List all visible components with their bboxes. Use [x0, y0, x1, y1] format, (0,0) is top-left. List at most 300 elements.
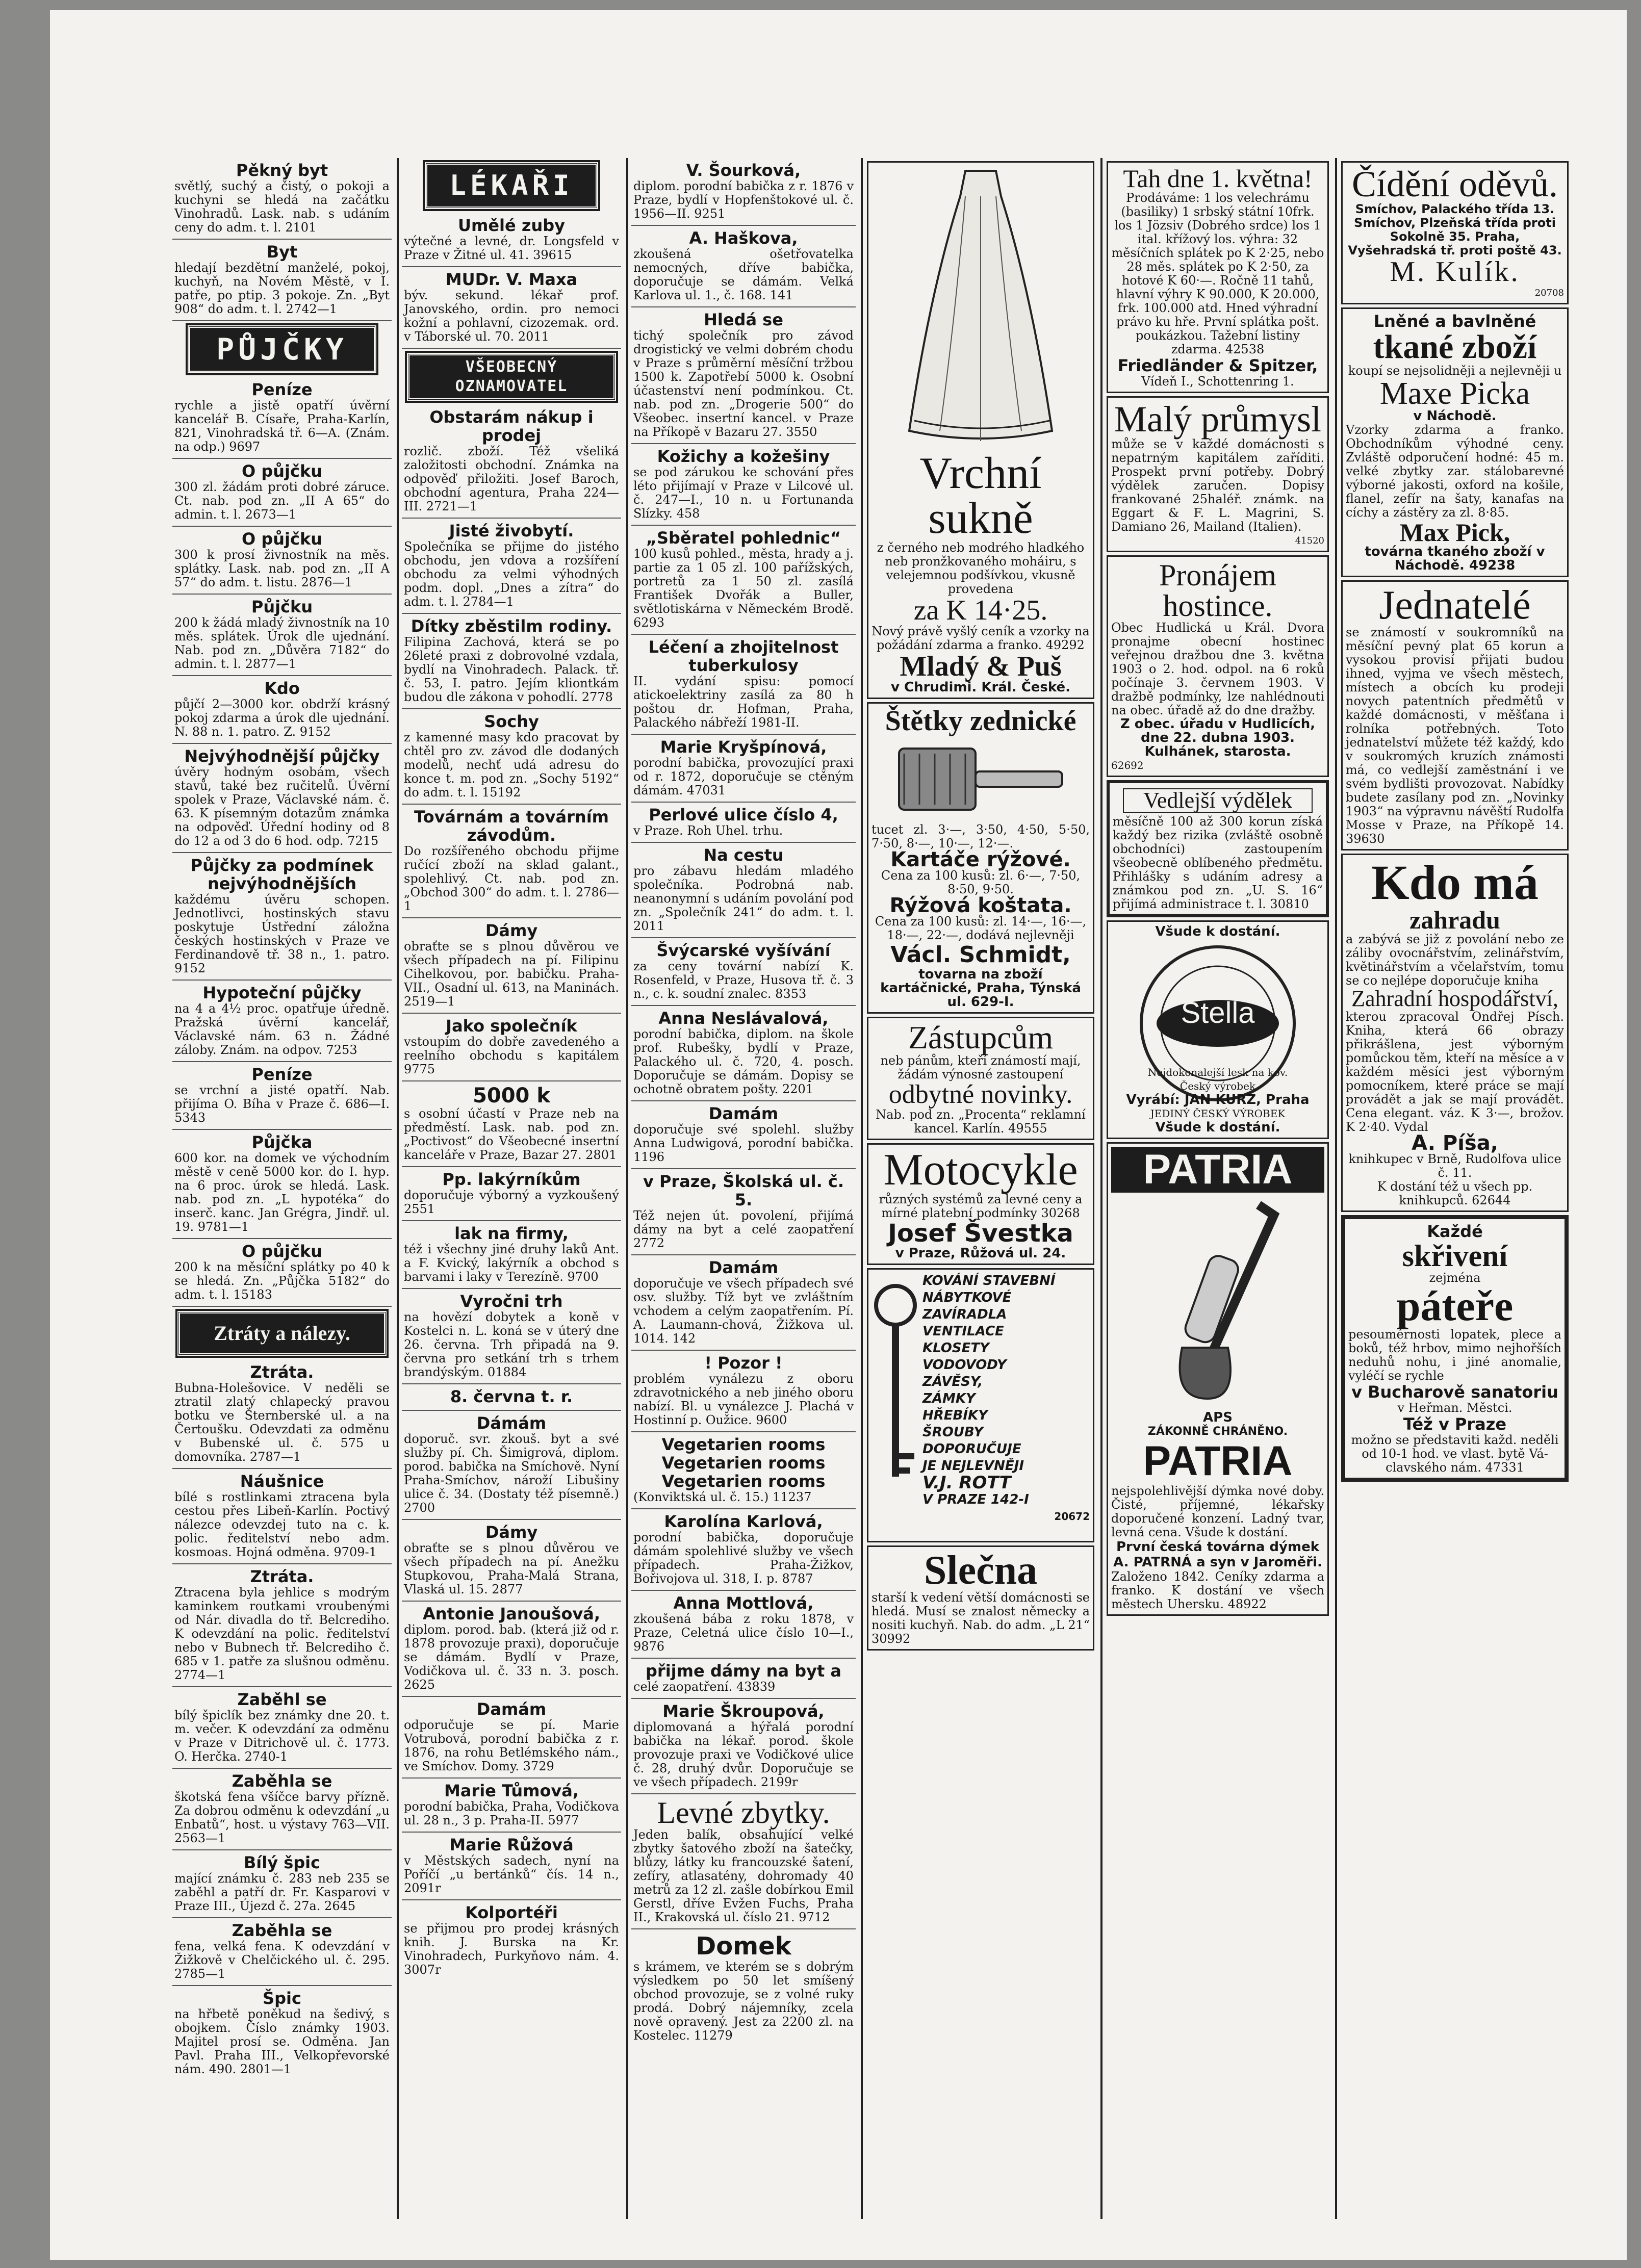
ad-heading: Antonie Janoušová, — [422, 1604, 601, 1623]
lottery-ad-address: Vídeň I., Schottenring 1. — [1141, 374, 1294, 389]
motorcycle-ad-title: Motocykle — [883, 1145, 1078, 1195]
column-3 — [631, 158, 856, 2219]
ad-text: škotská fena všíčce barvy přízně. Za dobrou odměnu k odevzdání „u Enbatů“, host. u výstavy 763—VII. 2563—1 — [174, 1790, 390, 1845]
classified-ad — [172, 1564, 392, 1687]
lottery-ad-firm: Friedländer & Spitzer, — [1117, 356, 1318, 375]
linen-ad-firm: Maxe Picka — [1379, 376, 1530, 411]
ad-text: s osobní účastí v Praze neb na předměstí. Lask. nab. pod zn. „Poctivost“ do Všeobecné insertní kanceláře v Praze, Bazar 27. 2801 — [404, 1106, 619, 1162]
ad-text: 100 kusů pohled., města, hrady a j. partie za 1 05 zl. 100 pařížských, portretů za 1 50 zl. zasílá František Dvořák a Buller, světlotiskárna v Německém Brodě. 6293 — [633, 547, 854, 630]
classified-ad — [402, 1221, 621, 1289]
classified-ad — [172, 459, 392, 527]
patria-firm: První česká továrna dýmek A. PATRNÁ a syn v Jaroměři. — [1113, 1539, 1322, 1570]
ad-heading: Špic — [263, 1989, 301, 2008]
classified-ad — [402, 1833, 621, 1900]
ad-heading: Půjčku — [251, 597, 313, 616]
skirt-ad-price: za K 14·25. — [913, 595, 1048, 626]
linen-ad-address-2: továrna tkaného zboží v Náchodě. 49238 — [1365, 544, 1545, 573]
ad-text: odporučuje se pí. Marie Votrubová, porodní babička z r. 1876, na rohu Betlémského nám., ve Smíchov. Domy. 3729 — [404, 1718, 619, 1773]
ad-text: doporučuje ve všech případech své osv. služby. Tíž byt ve zvláštním vchodem a celým zaopatřením. Pí. A. Laumann-chová, Žižkova ul. 1014. 142 — [633, 1276, 854, 1346]
industry-ad-title: Malý průmysl — [1114, 399, 1321, 440]
ad-text: mající známku č. 283 neb 235 se zaběhl a patří dr. Fr. Kasparovi v Praze III., Újezd č. 27a. 2645 — [174, 1871, 390, 1913]
brush-ad-title: Štětky zednické — [885, 705, 1076, 737]
ad-text: doporučuje své spolehl. služby Anna Ludwigová, porodní babička. 1196 — [633, 1122, 854, 1164]
ad-heading: Peníze — [251, 380, 313, 399]
motorcycle-ad — [867, 1143, 1094, 1265]
agent-ad-title: Zástupcům — [908, 1019, 1054, 1055]
ad-heading: Ztráta. — [250, 1362, 314, 1382]
ad-heading: Anna Mottlová, — [673, 1593, 814, 1613]
agent-ad-note: Nab. pod zn. „Procenta“ reklamní kancel. Karlín. 49555 — [876, 1107, 1086, 1136]
brush-ad-heading-3: Rýžová koštata. — [889, 894, 1072, 917]
brush-ad-heading-2: Kartáče rýžové. — [890, 848, 1071, 871]
ad-heading: Damám — [708, 1258, 779, 1277]
ad-text: Ztracena byla jehlice s modrým kaminkem routkami vroubenými od Nár. divadla do tř. Belcrediho. K odevzdání na polic. ředitelství nebo v Bubnech tř. Belcrediho č. 685 v 1. patře za slušnou odměnu. 2774—1 — [174, 1585, 390, 1682]
column-4 — [866, 158, 1095, 2219]
ad-heading: Vegetarien rooms Vegetarien rooms Vegetarien rooms — [661, 1435, 826, 1491]
classified-ad — [631, 158, 856, 226]
classified-ad — [402, 709, 621, 805]
ad-heading: Dítky zběstilm rodiny. — [411, 616, 612, 636]
classified-ad — [631, 1699, 856, 1794]
agents-wanted-ad — [1341, 580, 1569, 851]
spine-ad-title: skřivení — [1402, 1239, 1508, 1273]
classified-ad — [402, 267, 621, 349]
lottery-ad — [1107, 161, 1329, 393]
maid-ad — [867, 1545, 1094, 1651]
ad-text: hledají bezdětní manželé, pokoj, kuchyň, na Novém Městě, v I. patře, po ptip. 3 pokoje. Zn. „Byt 908“ do adm. t. l. 2742—1 — [174, 261, 390, 316]
ad-text: zkoušená ošetřovatelka nemocných, dříve babička, doporučuje se dámám. Velká Karlova ul. 1., č. 168. 141 — [633, 247, 854, 302]
hardware-line: ZAVÍRADLA — [922, 1307, 1007, 1322]
hardware-line: KLOSETY — [922, 1341, 989, 1356]
hardware-line: ZÁMKY — [922, 1391, 976, 1406]
ad-heading: Karolína Karlová, — [664, 1512, 823, 1531]
ad-heading: Nejvýhodnější půjčky — [184, 746, 380, 766]
motorcycle-ad-address: v Praze, Růžová ul. 24. — [895, 1246, 1066, 1261]
spine-ad-mid: zejména — [1429, 1271, 1481, 1285]
ad-text: Do rozšířeného obchodu přijme ručící zboží na sklad galant., spolehlivý. Ct. nab. pod zn. „Obchod 300“ do adm. t. l. 2786—1 — [404, 844, 619, 913]
ad-heading: Léčení a zhojitelnost tuberkulosy — [648, 637, 839, 675]
ad-heading: Jako společník — [446, 1016, 577, 1036]
ad-heading: Domek — [696, 1932, 791, 1961]
column-rule — [1335, 158, 1337, 2219]
ad-heading: Jisté živobytí. — [449, 521, 574, 540]
ad-text: rozlič. zboží. Též všeliká založitosti obchodní. Známka na odpověď přiložiti. Josef Baroch, obchodní agentura, Praha 224—III. 2721—1 — [404, 444, 619, 513]
ad-heading: Levné zbytky. — [657, 1796, 830, 1829]
ad-text: rychle a jistě opatří úvěrní kancelář B. Císaře, Praha-Karlín, 821, Vinohradská tř. 6—A. (Znám. na odp.) 9697 — [174, 398, 390, 454]
skirt-ad-firm: Mladý & Puš — [900, 651, 1062, 682]
spine-ad-prague: Též v Praze — [1403, 1414, 1507, 1434]
classified-ad — [172, 1239, 392, 1307]
classified-ad — [172, 1130, 392, 1239]
ad-heading: Pp. lakýrníkům — [442, 1170, 581, 1189]
garden-ad-address: knihkupec v Brně, Rudolfova ulice č. 11. — [1348, 1152, 1561, 1180]
ad-text: na 4 a 4½ proc. opatřuje úředně. Pražská úvěrní kancelář, Václavské nám. 63 n. Žádné záloby. Znám. na odpov. 7253 — [174, 1001, 390, 1057]
patria-title-2: PATRIA — [1143, 1438, 1293, 1484]
ad-text: půjčí 2—3000 kor. obdrží krásný pokoj zdarma a úrok dle ujednání. N. 88 n. 1. patro. Z. 9152 — [174, 697, 390, 739]
ad-text: tichý společník pro závod drogistický ve velmi dobrém chodu v Praze s průměrní měsíční tržbou 1500 k. Zapotřebí 5000 k. Osobní účastenství není podmínkou. Ct. nab. pod zn. „Drogerie 500“ do Všeobec. insertní kancel. v Praze na Příkopě v Bazaru 27. 3550 — [633, 328, 854, 439]
ad-heading: Perlové ulice číslo 4, — [649, 805, 838, 824]
ad-heading: Pěkný byt — [236, 161, 328, 180]
ad-text: vstoupím do dobře zavedeného a reelního obchodu s kapitálem 9775 — [404, 1035, 619, 1076]
hardware-line: VODOVODY — [922, 1357, 1007, 1373]
motorcycle-ad-firm: Josef Švestka — [888, 1219, 1073, 1248]
lottery-ad-title: Tah dne 1. května! — [1123, 164, 1313, 193]
brush-ad-prices: tucet zl. 3·—, 3·50, 4·50, 5·50, 7·50, 8·—, 10·—, 12·—. — [871, 822, 1090, 851]
ad-heading: Marie Růžová — [449, 1835, 574, 1854]
ad-heading: Zaběhla se — [232, 1771, 332, 1791]
column-rule — [397, 158, 399, 2219]
hardware-line: DOPORUČUJE — [922, 1441, 1021, 1457]
skirt-illustration — [904, 166, 1057, 451]
classified-ad — [631, 735, 856, 803]
ad-text: na hovězí dobytek a koně v Kostelci n. L. koná se v úterý dne 26. června. Trh připadá na 9. června pro setkání trh s trhem brandýským. 01884 — [404, 1310, 619, 1379]
ad-heading: Půjčka — [251, 1132, 313, 1152]
ad-heading: Marie Škroupová, — [662, 1702, 825, 1721]
skirt-ad-note: Nový právě vyšlý ceník a vzorky na požádání zdarma a franko. 49292 — [871, 624, 1090, 652]
ad-heading: O půjčku — [241, 461, 323, 481]
side-earning-text: měsíčně 100 až 300 korun získá každý bez rizika (zvláště osobně obchodníci) zastoupením všeobecně oblíbeného předmětu. Přihlášky s udáním adresy a známkou pod zn. „U. S. 16“ přijímá administrace t. l. 30810 — [1113, 814, 1323, 911]
ad-heading: ! Pozor ! — [704, 1353, 783, 1373]
classified-ad — [172, 981, 392, 1062]
ad-heading: Byt — [266, 242, 298, 262]
garden-ad-text-3: K dostání též u všech pp. knihkupců. 62644 — [1377, 1179, 1533, 1207]
classified-ad — [631, 1794, 856, 1929]
classified-ad — [172, 595, 392, 676]
ad-text: býv. sekund. lékař prof. Janovského, ordin. pro nemoci kožní a pohlavní, cizozemak. ord. v Táborské ul. 70. 2011 — [404, 288, 619, 344]
classified-ad — [172, 240, 392, 321]
classified-ad — [631, 1255, 856, 1351]
ad-text: Filipina Zachová, která se po 26leté praxi z dobrovolné vzdala, bydlí na Vinohradech. Palack. tř. č. 53, I. patro. Jejím kliontkám budou dle zákona v pohodlí. 2778 — [404, 635, 619, 704]
classified-ad — [402, 1411, 621, 1520]
ad-text: doporuč. svr. zkouš. byt a své služby pí. Ch. Šimigrová, diplom. porod. babička na Smíchově. Nyní Praha-Smíchov, nároží Libušiny ulice č. 34. (Dostaty též písemně.) 2700 — [404, 1432, 619, 1515]
stella-ring-1: Nejdokonalejší lesk na kov. — [1147, 1066, 1288, 1078]
brush-ad-text-2: Cena za 100 kusů: zl. 6·—, 7·50, 8·50, 9·50. — [881, 868, 1081, 896]
side-earning-title: Vedlejší výdělek — [1123, 788, 1313, 813]
garden-book-ad — [1341, 854, 1569, 1212]
garden-ad-book: Zahradní hospodářství, — [1351, 986, 1558, 1011]
agents-wanted-title: Jednatelé — [1379, 583, 1531, 628]
classified-ad — [172, 1850, 392, 1918]
section-banner-doctors: LÉKAŘI — [425, 162, 598, 209]
ad-heading: Hypoteční půjčky — [202, 983, 362, 1002]
spine-ad-text-3: možno se představiti každ. neděli od 10-1 hod. ve vlast. bytě Vá-clavského nám. 47331 — [1351, 1433, 1559, 1475]
ad-text: světlý, suchý a čistý, o pokoji a kuchyni se hledá na začátku Vinohradů. Lask. nab. s udáním ceny do adm. t. l. 2101 — [174, 179, 390, 235]
brush-ad-address: tovarna na zboží kartáčnické, Praha, Týnská ul. 629-I. — [880, 967, 1081, 1010]
hardware-line: KOVÁNÍ STAVEBNÍ — [922, 1273, 1056, 1288]
ad-text: výtečné a levné, dr. Longsfeld v Praze v Žitné ul. 41. 39615 — [404, 234, 619, 262]
ad-heading: „Sběratel pohlednic“ — [646, 528, 841, 548]
ad-heading: Peníze — [251, 1065, 313, 1084]
cleaning-ad-number: 20708 — [1534, 288, 1564, 298]
classified-ad — [631, 444, 856, 526]
linen-ad-text-1: koupí se nejsolidněji a nejlevněji u — [1348, 364, 1562, 378]
ad-heading: Vyročni trh — [460, 1292, 563, 1311]
hardware-ad — [867, 1268, 1094, 1542]
ad-heading: A. Haškova, — [689, 228, 798, 248]
spine-sanatorium-ad — [1341, 1215, 1569, 1482]
patria-crest: APS — [1203, 1410, 1233, 1425]
ad-heading: Na cestu — [703, 845, 784, 865]
classified-ad — [402, 213, 621, 267]
ad-heading: Půjčky za podmínek nejvýhodnějších — [190, 856, 374, 893]
column-5 — [1106, 158, 1330, 2219]
garden-ad-sub: zahradu — [1409, 906, 1500, 934]
classified-ad — [631, 1591, 856, 1659]
classified-ad — [631, 1351, 856, 1432]
ad-heading: O půjčku — [241, 1242, 323, 1261]
classified-ad — [172, 1062, 392, 1130]
skirt-ad — [867, 161, 1094, 699]
classified-ad — [172, 1986, 392, 2080]
hardware-line: NÁBYTKOVÉ — [922, 1290, 1012, 1305]
classified-ad — [402, 1520, 621, 1602]
classified-ad — [172, 158, 392, 240]
ad-heading: Dámy — [485, 1523, 538, 1542]
classified-ad — [172, 676, 392, 744]
ad-text: v Praze. Roh Uhel. trhu. — [633, 823, 783, 838]
ad-text: Bubna-Holešovice. V neděli se ztratil zlatý chlapecký pravou botku ve Šternberské ul. a na Čertoušku. Odevzdati za odměnu v Bubenské ul. č. 575 u domovníka. 2787—1 — [174, 1381, 390, 1464]
garden-ad-title: Kdo má — [1371, 855, 1539, 910]
agents-wanted-text: se známostí v soukromníků na měsíční pevný plat 65 korun a vysokou provisí přijati budou ihned, vyjma ve všech městech, místech a obcích ku prodeji novych patentních předmětů v každé domácnosti, v měšťana i rolníka potřebných. Toto jednatelství můžete též každý, kdo v soukromých kruzích známosti má, co vedlejší zaměstnání i ve svém bydlišti provozovat. Nabídky budete zasílany pod zn. „Novinky 1903“ na výpravnu návěští Rudolfa Mosse v Praze, na Příkopě 14. 39630 — [1346, 625, 1564, 846]
skirt-ad-address: v Chrudimi. Král. České. — [890, 680, 1071, 695]
brush-illustration — [889, 738, 1072, 820]
ad-text: 300 zl. žádám proti dobré záruce. Ct. nab. pod zn. „II A 65“ do admin. t. l. 2673—1 — [174, 480, 390, 522]
classified-ad — [172, 377, 392, 459]
ad-heading: Zaběhl se — [237, 1690, 327, 1709]
inn-lease-title: Pronájem hostince. — [1159, 558, 1276, 623]
classified-ad — [631, 1929, 856, 2047]
ad-text: za ceny tovární nabízí K. Rosenfeld, v Praze, Husova tř. č. 3 n., c. k. soudní znalec. 8353 — [633, 959, 854, 1001]
agent-ad-text: neb pánům, kteří známostí mají, žádám výnosné zastoupení — [880, 1053, 1081, 1081]
hardware-ad-number: 20672 — [1054, 1510, 1090, 1523]
classified-ad — [631, 1659, 856, 1699]
ad-text: (Konviktská ul. č. 15.) 11237 — [633, 1490, 812, 1504]
ad-text: pro zábavu hledám mladého společníka. Podrobná nab. neanonymní s udáním povolání pod zn. „Společník 241“ do adm. t. l. 2011 — [633, 864, 854, 933]
ad-heading: Náušnice — [240, 1472, 324, 1491]
maid-ad-title: Slečna — [924, 1548, 1038, 1593]
industry-ad-side-number: 41520 — [1295, 535, 1324, 546]
ad-heading: přijme dámy na byt a — [646, 1661, 841, 1681]
inn-lease-number: 62692 — [1111, 759, 1144, 771]
ad-text: diplomovaná a hýřalá porodní babička na lékař. porod. škole provozuje praxi ve Vodičkové ulice č. 28, druhý dvůr. Doporučuje se ve všech případech. 2199r — [633, 1720, 854, 1789]
classified-ad — [631, 635, 856, 735]
classified-ad — [631, 1101, 856, 1169]
skirt-ad-text: z černého neb modrého hladkého neb pronžkovaného moháiru, s velejemnou podšívkou, vkusně provedena — [877, 540, 1085, 596]
classified-ad — [402, 805, 621, 918]
column-2 — [402, 158, 621, 2219]
ad-heading: lak na firmy, — [454, 1224, 569, 1243]
stella-ring-2: Český výrobek — [1180, 1080, 1256, 1092]
classified-ad — [631, 1432, 856, 1509]
classified-ad — [402, 614, 621, 709]
spine-ad-text: pesoumérnosti lopatek, plece a boků, též hrbov, mimo nejhořších neduhů nohu, i jiné anomalie, vyléčí se rychle — [1348, 1327, 1561, 1383]
section-banner-announcer: VŠEOBECNÝ OZNAMOVATEL — [407, 353, 616, 401]
column-rule — [861, 158, 863, 2219]
ad-text: Společníka se přijme do jistého obchodu, jen vdova a rozšíření obchodu za velmi výhodných podm. dopl. „Dnes a zítra“ do adm. t. l. 2784—1 — [404, 539, 619, 609]
industry-ad — [1107, 396, 1329, 552]
spine-ad-place: v Bucharově sanatoriu — [1351, 1382, 1558, 1402]
classified-ad — [631, 843, 856, 938]
ad-heading: Marie Tůmová, — [444, 1781, 579, 1800]
ad-heading: V. Šourková, — [686, 161, 801, 180]
ad-heading: Dámám — [476, 1413, 547, 1433]
hardware-ad-lines — [922, 1273, 1090, 1525]
ad-heading: Hledá se — [704, 310, 783, 329]
maid-ad-text: starší k vedení větší domácnosti se hledá. Musí se znalost německy a nositi kuchyň. Nab. do adm. „L 21“ 30992 — [871, 1590, 1090, 1646]
ad-text: porodní babička, diplom. na škole prof. Rubešky, bydlí v Praze, Palackého ul. č. 720, 4. posch. Doporučuje se dámám. Dopisy se ochotně obratem pošty. 2201 — [633, 1027, 854, 1096]
linen-ad-text-2: Vzorky zdarma a franko. Obchodníkům výhodné ceny. Zvláště odporučení hodné: 45 m. velké zbytky zar. stálobarevné výborné jakosti, oxford na košile, flanel, zefír na šaty, kanafas na cíchy a zástěry za zl. 8·85. — [1346, 423, 1564, 520]
ad-heading: Umělé zuby — [457, 216, 565, 235]
ad-text: porodní babička, provozující praxi od r. 1872, doporučuje se ctěným dámám. 47031 — [633, 756, 854, 797]
column-1 — [172, 158, 392, 2219]
classified-ad — [631, 938, 856, 1006]
classified-ad — [402, 1081, 621, 1167]
lottery-ad-text: Prodáváme: 1 los velechrámu (basiliky) 1 srbský státní 10frk. los 1 Jözsiv (Dobrého srdce) los 1 ital. křížový los. výhra: 32 měsíčních splátek po K 2·25, nebo 28 měs. splátek po K 2·50, za hotové K 60·—. Ročně 11 tahů, hlavní výhry K 90.000, K 20.000, frk. 100.000 atd. Hned výhradní právo ku hře. První splátka pošt. poukázkou. Tažební listiny zdarma. 42538 — [1111, 191, 1324, 356]
spine-ad-address: v Heřman. Městci. — [1397, 1401, 1512, 1415]
inn-lease-ad — [1107, 555, 1329, 777]
classified-ad — [402, 1014, 621, 1081]
ad-text: každému úvěru schopen. Jednotlivci, hostinských stavu poskytuje Ústřední záložna českých hostinských v Praze ve Ferdinandově tř. 38 n., 1. patro. 9152 — [174, 892, 390, 975]
classified-ad — [402, 918, 621, 1014]
ad-heading: Ztráta. — [250, 1567, 314, 1586]
ad-text: 200 k žádá mladý živnostník na 10 měs. splátek. Úrok dle ujednání. Nab. pod zn. „Důvěra 7182“ do admin. t. l. 2877—1 — [174, 615, 390, 671]
column-rule — [1100, 158, 1102, 2219]
ad-heading: Dámy — [485, 921, 538, 940]
classified-ad — [631, 803, 856, 843]
ad-heading: Bílý špic — [243, 1853, 321, 1872]
classified-ad — [172, 1918, 392, 1986]
ad-text: s krámem, ve kterém se s dobrým výsledkem po 50 let smíšený obchod provozuje, se z volné ruky prodá. Dobrý nájemníky, zcela nově opravený. Jest za 2200 zl. na Kostelec. 11279 — [633, 1960, 854, 2043]
classified-ad — [631, 1006, 856, 1101]
brush-ad — [867, 702, 1094, 1014]
stella-ad-bottom: Všude k dostání. — [1155, 1120, 1280, 1135]
cleaning-ad-title: Čídění oděvů. — [1352, 164, 1558, 204]
ad-heading: Anna Neslávalová, — [658, 1009, 829, 1028]
agent-ad-big: odbytné novinky. — [888, 1080, 1073, 1109]
ad-text: 600 kor. na domek ve východním městě v ceně 5000 kor. do I. hyp. na 6 proc. úrok se hledá. Lask. nab. pod zn. „L hypotéka“ do inserč. kanc. Jan Grégra, Jindř. ul. 19. 9781—1 — [174, 1151, 390, 1234]
agent-ad — [867, 1017, 1094, 1140]
cleaning-ad-firm: M. Kulík. — [1390, 256, 1520, 288]
spine-ad-big: páteře — [1396, 1282, 1514, 1330]
ad-heading: Kdo — [264, 679, 300, 698]
garden-ad-firm: A. Píša, — [1412, 1131, 1498, 1155]
hardware-line: JE NEJLEVNĚJI — [922, 1458, 1024, 1474]
ad-text: obraťte se s plnou důvěrou ve všech případech na pí. Anežku Stupkovou, Praha-Malá Strana, Vlaská ul. 15. 2877 — [404, 1541, 619, 1596]
ad-text: též i všechny jiné druhy laků Ant. a F. Kvický, lakýrník a obchod s barvami i laky v Terezíně. 9700 — [404, 1242, 619, 1284]
classified-ad — [172, 853, 392, 981]
ad-text: celé zaopatření. 43839 — [633, 1680, 776, 1694]
classified-ad — [631, 1509, 856, 1591]
patria-pipe-ad — [1107, 1142, 1329, 1616]
ad-heading: Továrnám a továrním závodům. — [414, 807, 609, 845]
brush-ad-text-3: Cena za 100 kusů: zl. 14·—, 16·—, 18·—, 22·—, dodává nejlevněji — [875, 914, 1087, 942]
linen-ad-pre: Lněné a bavlněné — [1373, 312, 1536, 331]
ad-heading: 8. června t. r. — [450, 1387, 573, 1406]
spine-ad-pre: Každé — [1427, 1222, 1483, 1241]
classified-ad — [172, 1769, 392, 1850]
ad-heading: Zaběhla se — [232, 1921, 332, 1940]
classified-ad — [402, 405, 621, 519]
ad-text: zkoušená bába z roku 1878, v Praze, Celetná ulice číslo 10—I., 9876 — [633, 1612, 854, 1654]
key-illustration — [873, 1280, 918, 1494]
hardware-line: VENTILACE — [922, 1324, 1004, 1339]
ad-heading: Damám — [476, 1699, 547, 1719]
ad-text: doporučuje výborný a vyzkoušený 2551 — [404, 1188, 619, 1216]
classified-ad — [172, 1469, 392, 1564]
classified-ad — [402, 1697, 621, 1779]
classified-ad — [402, 1289, 621, 1384]
classified-ad — [631, 526, 856, 635]
classified-ad — [402, 1900, 621, 1981]
ad-heading: O půjčku — [241, 529, 323, 549]
ad-text: na hřbetě poněkud na šedivý, s obojkem. Číslo známky 1903. Majitel prosí se. Odměna. Jan Pavl. Praha III., Velkopřevorské nám. 490. 2801—1 — [174, 2007, 390, 2076]
ad-heading: v Praze, Školská ul. č. 5. — [643, 1172, 844, 1209]
classified-ad — [402, 1602, 621, 1697]
ad-text: bílý špiclík bez známky dne 20. t. m. večer. K odevzdání za odměnu v Praze v Ditrichově ul. č. 1773. O. Herčka. 2740-1 — [174, 1708, 390, 1764]
stella-ring-3: JEDINÝ ČESKÝ VÝROBEK — [1150, 1107, 1286, 1120]
column-rule — [626, 158, 628, 2219]
ad-text: diplom. porodní babička z r. 1876 v Praze, bydlí v Hopfenštokové ul. č. 1956—II. 9251 — [633, 179, 854, 221]
classified-ad — [402, 1167, 621, 1221]
skirt-ad-title: Vrchní sukně — [919, 449, 1042, 543]
pipe-illustration — [1131, 1195, 1304, 1409]
patria-title: PATRIA — [1111, 1147, 1324, 1193]
garden-ad-text-1: a zabývá se již z povolání nebo ze záliby ovocnářstvím, zelinářstvím, květinářstvím a včelařstvím, tomu se co nejlépe doporučuje kniha — [1346, 932, 1564, 988]
ad-text: 200 k na měsíční splátky po 40 k se hledá. Zn. „Půjčka 5182“ do adm. t. l. 15183 — [174, 1260, 390, 1302]
ad-heading: Kolportéři — [465, 1903, 558, 1922]
section-banner-lost-found: Ztráty a nálezy. — [177, 1311, 387, 1356]
brush-ad-firm: Václ. Schmidt, — [890, 942, 1071, 968]
column-6 — [1340, 158, 1570, 2219]
ad-heading: Obstarám nákup i prodej — [429, 407, 594, 445]
garden-ad-text-2: kterou zpracoval Ondřej Písch. Kniha, která 66 obrazy přikrášlena, jest výborným pomůckou těm, kteří na měsíce a v každém měsíci jest výborným pomocníkem, které práce se mají provádět a jak se mají provádět. Cena elegant. váz. K 3·—, brožov. K 2·40. Vydal — [1346, 1010, 1564, 1134]
linen-ad — [1341, 307, 1569, 577]
section-banner-loans: PŮJČKY — [188, 325, 376, 373]
hardware-line: ZÁVĚSY, — [922, 1374, 983, 1389]
ad-text: v Městských sadech, nyní na Poříčí „u bertánků“ čís. 14 n., 2091r — [404, 1853, 619, 1895]
classified-ad — [172, 527, 392, 595]
ad-heading: Marie Kryšpínová, — [660, 737, 827, 757]
cleaning-ad — [1341, 161, 1569, 304]
classified-ad — [631, 226, 856, 307]
ad-text: problém vynálezu z oboru zdravotnického a neb jiného oboru nabízí. Bl. u vynálezce J. Plachá v Hostinní p. Oužice. 9600 — [633, 1372, 854, 1427]
classified-ad — [172, 744, 392, 853]
inn-lease-sign: Z obec. úřadu v Hudlicích, dne 22. dubna 1903. — [1120, 716, 1316, 745]
ad-text: bílé s rostlinkami ztracena byla cestou přes Libeň-Karlín. Poctivý nálezce odevzdej tuto na c. k. polic. ředitelství nebo adm. kosmoas. Hojná odměna. 9709-1 — [174, 1490, 390, 1559]
classified-ad — [631, 1169, 856, 1255]
classified-ad — [402, 1779, 621, 1833]
inn-lease-text: Obec Hudlická u Král. Dvora pronajme obecní hostinec veřejnou dražbou dne 3. května 1903 o 2. hod. odpol. na 6 roků počínaje 3. červnem 1903. V dražbě podmínky, lze nahlédnouti na obec. úřadě až do dne dražby. — [1111, 621, 1324, 717]
ad-text: obraťte se s plnou důvěrou ve všech případech na pí. Filipinu Cihelkovou, por. babičku. Praha-VII., Osadní ul. 613, na Maninách. 2519—1 — [404, 939, 619, 1009]
ad-text: z kamenné masy kdo pracovat by chtěl pro zv. závod dle dodaných modelů, nechť udá adresu do konce t. m. pod zn. „Sochy 5192“ do adm. t. l. 15192 — [404, 730, 619, 800]
ad-text: Jeden balík, obsahující velké zbytky šatového zboží na šatečky, blůzy, látky ku francouzské šatení, zefíry, atlasatény, dohromady 40 metrů za 12 zl. zašle dobírkou Emil Gerstl, dříve Evžen Fuchs, Praha II., Krakovská ul. číslo 21. 9712 — [633, 1827, 854, 1924]
ad-text: se pod zárukou ke schování přes léto přijímají v Praze v Lilcové ul. č. 247—I., 10 n. u Fortunanda Slízky. 458 — [633, 465, 854, 521]
side-earning-ad — [1107, 780, 1329, 917]
ad-text: diplom. porod. bab. (která již od r. 1878 provozuje praxi), doporučuje se dámám. Bydlí v Praze, Vodičkova ul. č. 33 n. 3. posch. 2625 — [404, 1622, 619, 1692]
industry-ad-text: může se v každé domácnosti s nepatrným kapitálem zaříditi. Prospekt první potřeby. Dobrý výdělek zaručen. Dopisy frankované 25haléř. známk. na Eggart & F. L. Magrini, S. Damiano 26, Mailand (Italien). — [1111, 437, 1324, 534]
linen-ad-firm-2: Max Pick, — [1399, 518, 1510, 547]
patria-address: Založeno 1842. Ceníky zdarma a franko. K dostání ve všech městech Uhersku. 48922 — [1111, 1569, 1324, 1611]
ad-text: fena, velká fena. K odevzdání v Žižkově v Chelčického ul. č. 295. 2785—1 — [174, 1939, 390, 1981]
linen-ad-title: tkané zboží — [1373, 328, 1537, 366]
classified-ad — [402, 1384, 621, 1411]
classified-ad — [402, 519, 621, 614]
ad-text: se vrchní a jisté opatří. Nab. přijíma O. Bíha v Praze č. 686—I. 5343 — [174, 1083, 390, 1125]
stella-maker: Vyrábí: JAN KURZ, Praha — [1126, 1092, 1310, 1107]
ad-text: porodní babička, Praha, Vodičkova ul. 28 n., 3 p. Praha-II. 5977 — [404, 1799, 619, 1827]
ad-text: se přijmou pro prodej krásných knih. J. Burska na Kr. Vinohradech, Purkyňovo nám. 4. 3007r — [404, 1921, 619, 1977]
newspaper-page — [50, 10, 1627, 2260]
